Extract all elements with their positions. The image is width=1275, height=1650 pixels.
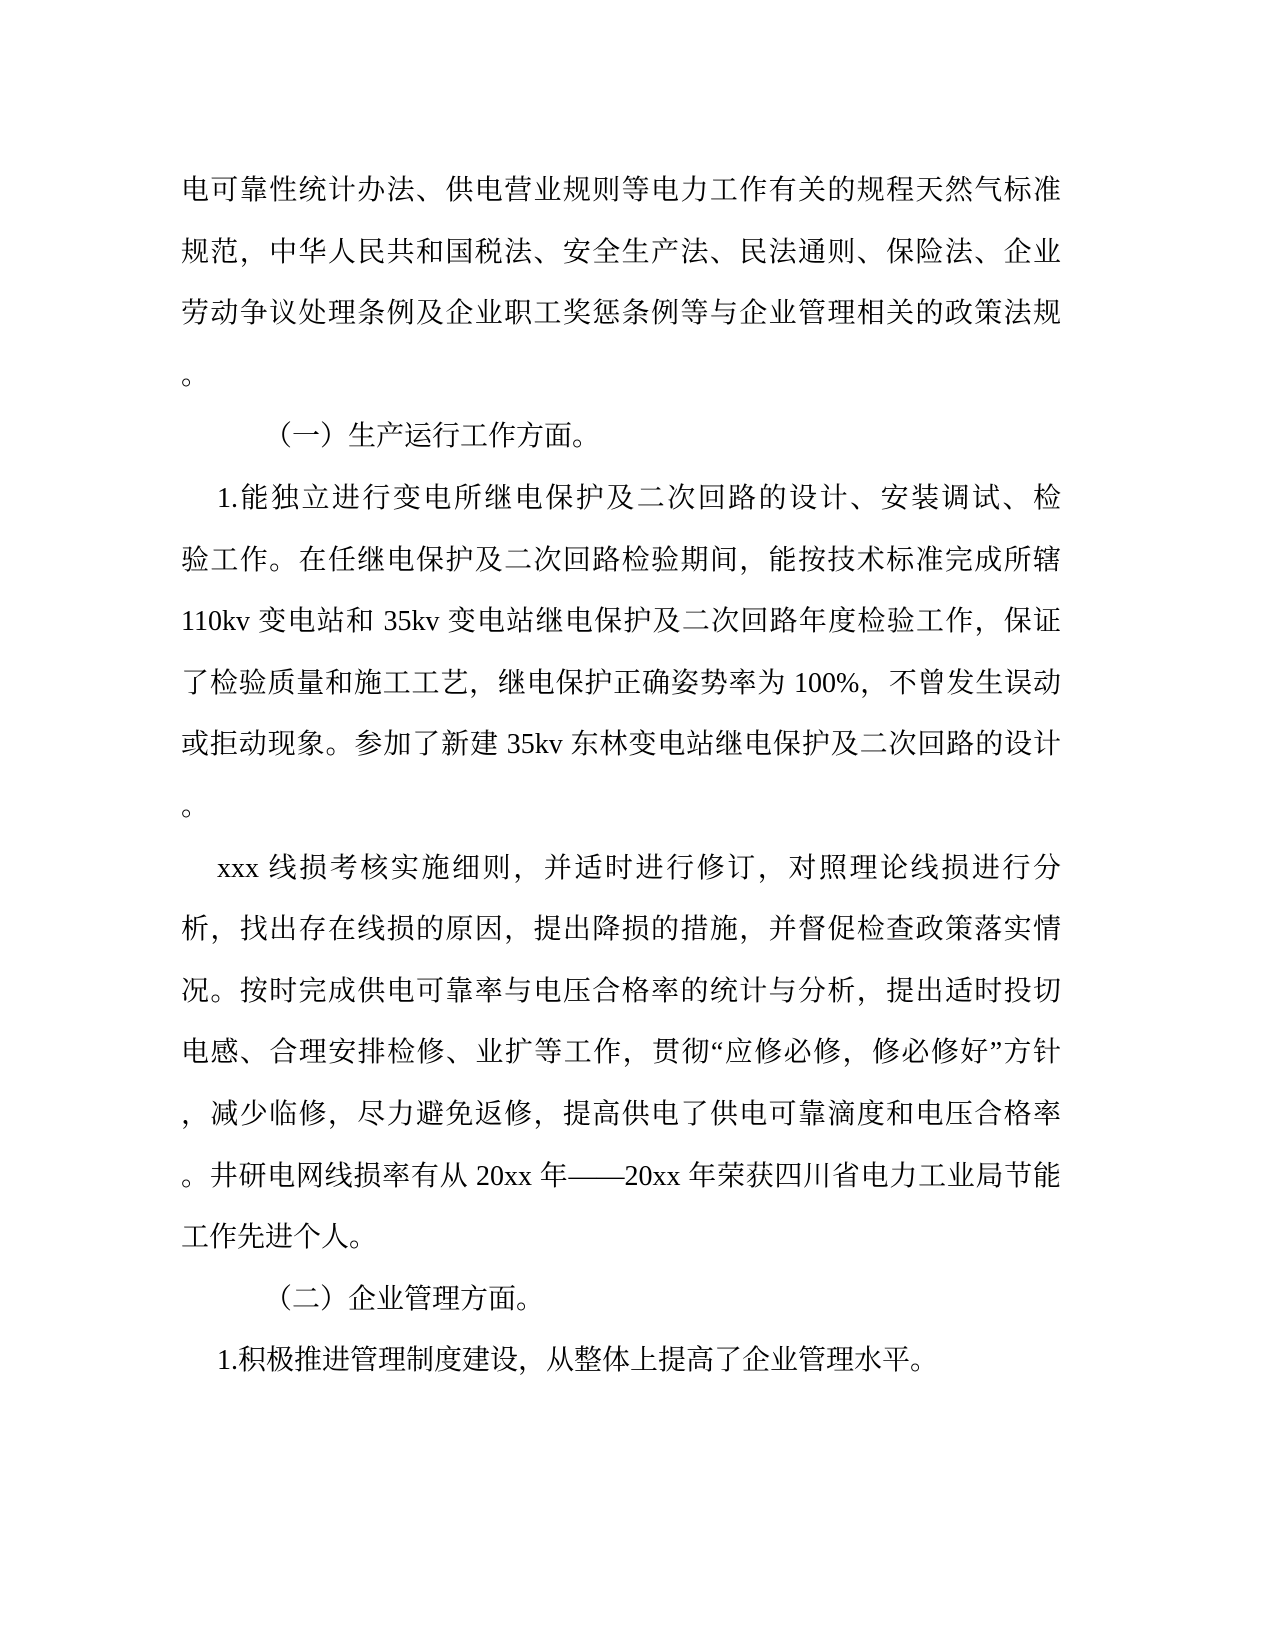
text-line: 110kv 变电站和 35kv 变电站继电保护及二次回路年度检验工作，保证 bbox=[181, 606, 1061, 638]
text-line: 工作先进个人。 bbox=[181, 1222, 378, 1254]
text-line: 析，找出存在线损的原因，提出降损的措施，并督促检查政策落实情 bbox=[181, 914, 1061, 946]
text-line: 。 bbox=[181, 359, 210, 391]
text-line: 电可靠性统计办法、供电营业规则等电力工作有关的规程天然气标准 bbox=[181, 175, 1061, 206]
section-heading: （二）企业管理方面。 bbox=[264, 1283, 545, 1315]
text-line: 1.能独立进行变电所继电保护及二次回路的设计、安装调试、检 bbox=[217, 482, 1061, 514]
paragraph-heading-1 bbox=[181, 406, 1061, 468]
text-line: xxx 线损考核实施细则，并适时进行修订，对照理论线损进行分 bbox=[217, 852, 1061, 884]
paragraph-line-loss bbox=[181, 838, 1061, 1269]
text-line: 。 bbox=[181, 790, 210, 822]
text-line: 了检验质量和施工工艺，继电保护正确姿势率为 100%，不曾发生误动 bbox=[181, 667, 1061, 699]
text-line: 1.积极推进管理制度建设，从整体上提高了企业管理水平。 bbox=[217, 1345, 939, 1377]
paragraph-item-2 bbox=[181, 1330, 1061, 1392]
text-line: 劳动争议处理条例及企业职工奖惩条例等与企业管理相关的政策法规 bbox=[181, 298, 1061, 330]
text-line: 电感、合理安排检修、业扩等工作，贯彻“应修必修，修必修好”方针 bbox=[181, 1037, 1061, 1069]
text-line: 。井研电网线损率有从 20xx 年——20xx 年荣获四川省电力工业局节能 bbox=[181, 1160, 1061, 1192]
text-line: 或拒动现象。参加了新建 35kv 东林变电站继电保护及二次回路的设计 bbox=[181, 729, 1061, 761]
paragraph-continuation bbox=[181, 160, 1061, 406]
text-line: 况。按时完成供电可靠率与电压合格率的统计与分析，提出适时投切 bbox=[181, 975, 1061, 1007]
paragraph-item-1 bbox=[181, 468, 1061, 838]
text-block bbox=[181, 160, 1061, 1392]
section-heading: （一）生产运行工作方面。 bbox=[264, 421, 601, 453]
paragraph-heading-2 bbox=[181, 1269, 1061, 1331]
text-line: 验工作。在任继电保护及二次回路检验期间，能按技术标准完成所辖 bbox=[181, 544, 1061, 576]
text-line: ，减少临修，尽力避免返修，提高供电了供电可靠滴度和电压合格率 bbox=[181, 1098, 1061, 1130]
text-line: 规范，中华人民共和国税法、安全生产法、民法通则、保险法、企业 bbox=[181, 236, 1061, 268]
